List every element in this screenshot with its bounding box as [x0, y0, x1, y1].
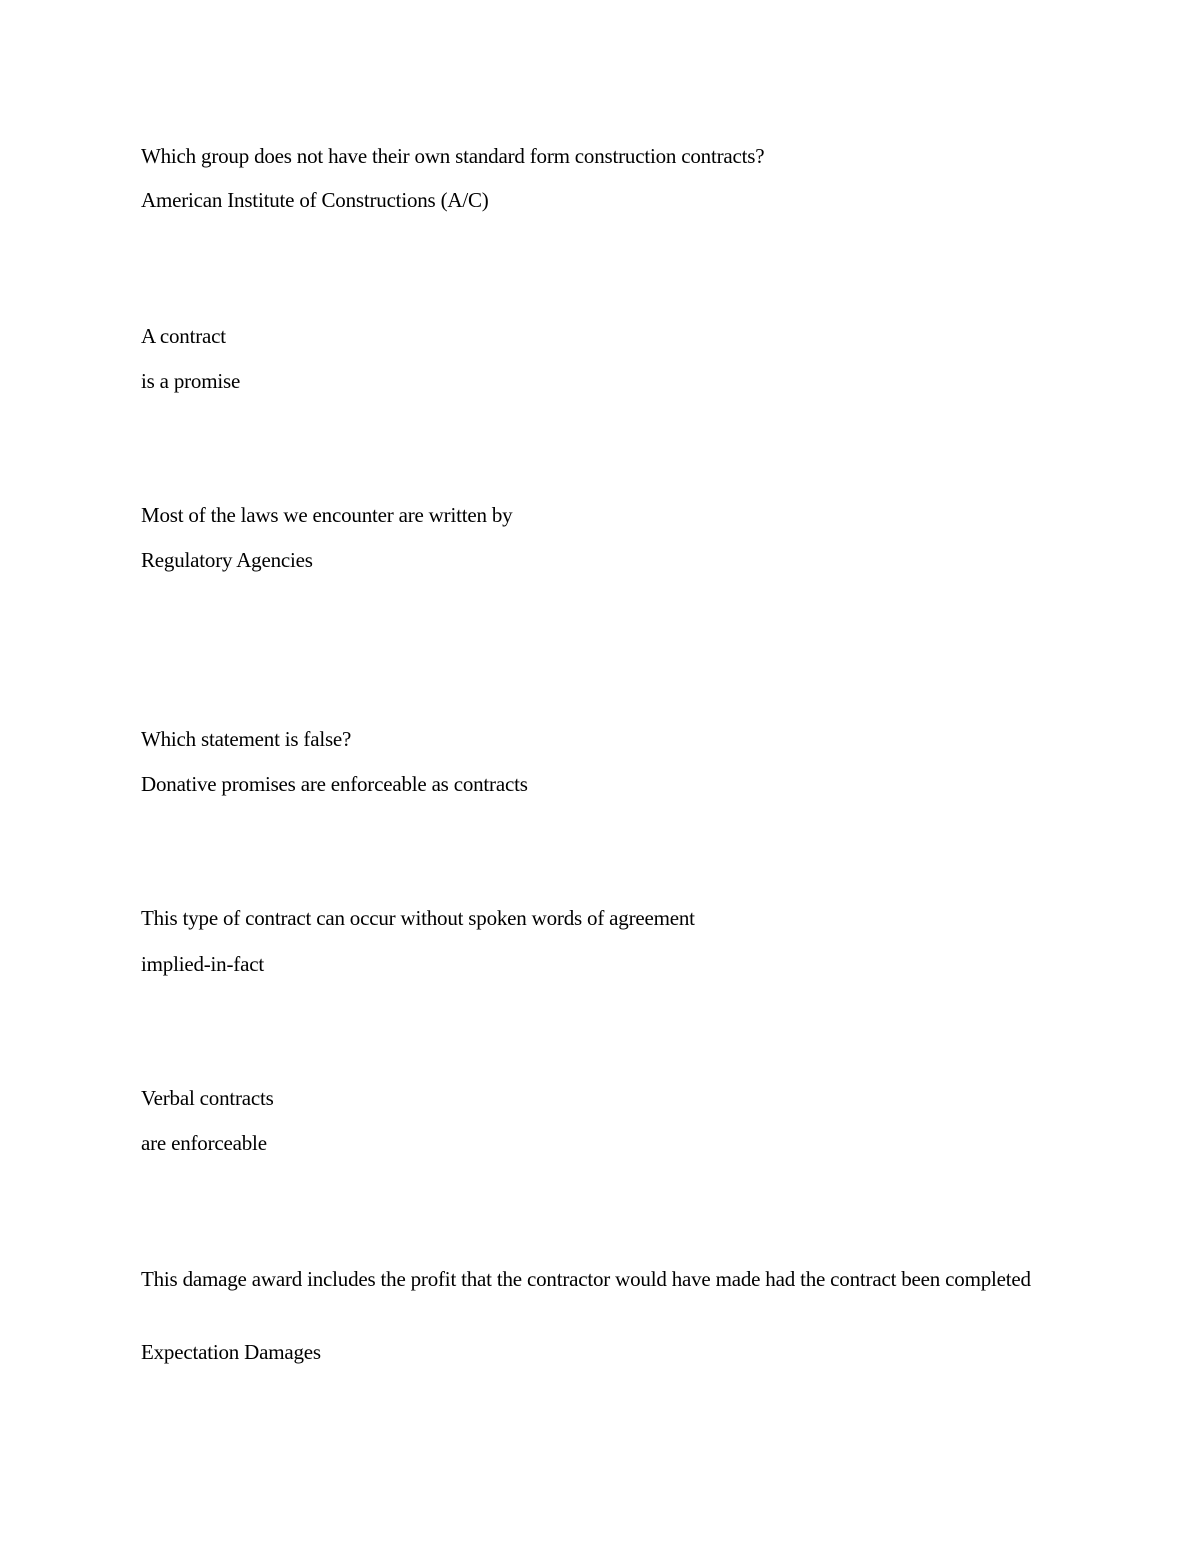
question-4: Which statement is false?: [141, 727, 352, 751]
question-3: Most of the laws we encounter are written by: [141, 503, 513, 527]
answer-7: Expectation Damages: [141, 1340, 321, 1364]
answer-6: are enforceable: [141, 1131, 267, 1155]
answer-3: Regulatory Agencies: [141, 548, 313, 572]
question-7: This damage award includes the profit that the contractor would have made had the contract been completed: [141, 1267, 1031, 1291]
answer-2: is a promise: [141, 369, 241, 393]
answer-5: implied-in-fact: [141, 952, 264, 976]
question-2: A contract: [141, 324, 226, 348]
answer-4: Donative promises are enforceable as contracts: [141, 772, 528, 796]
question-6: Verbal contracts: [141, 1086, 274, 1110]
question-5: This type of contract can occur without spoken words of agreement: [141, 906, 695, 930]
question-1: Which group does not have their own standard form construction contracts?: [141, 144, 765, 168]
answer-1: American Institute of Constructions (A/C): [141, 188, 489, 212]
